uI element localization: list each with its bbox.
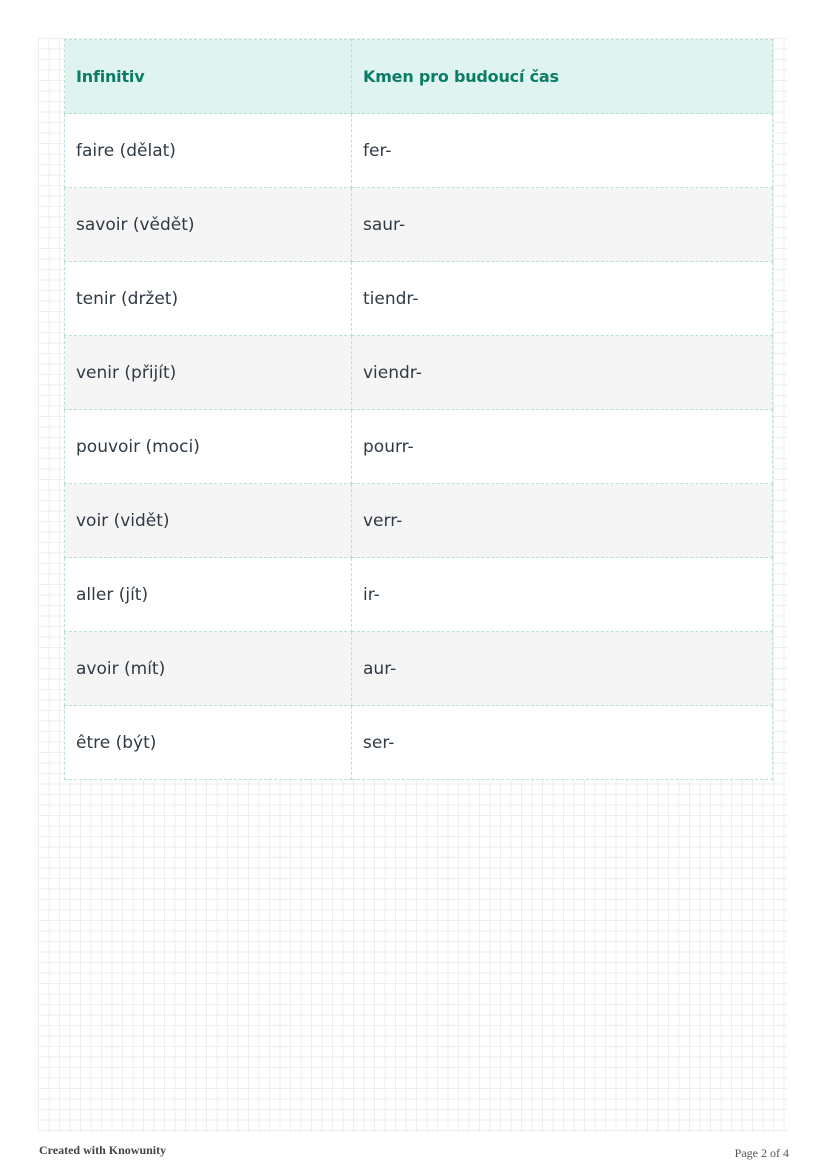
table-row	[65, 188, 773, 262]
stem-cell: fer-	[352, 114, 773, 188]
table-row	[65, 114, 773, 188]
footer-credit: Created with Knowunity	[39, 1143, 167, 1157]
stem-cell: tiendr-	[352, 262, 773, 336]
stem-cell: aur-	[352, 632, 773, 706]
table-row	[65, 632, 773, 706]
table-row	[65, 484, 773, 558]
stem-cell: saur-	[352, 188, 773, 262]
table-row	[65, 706, 773, 780]
page-number: Page 2 of 4	[734, 1146, 789, 1160]
infinitive-cell: avoir (mít)	[65, 632, 352, 706]
stem-cell: ir-	[352, 558, 773, 632]
header-infinitive: Infinitiv	[65, 40, 352, 114]
stem-cell: viendr-	[352, 336, 773, 410]
infinitive-cell: faire (dělat)	[65, 114, 352, 188]
stem-cell: pourr-	[352, 410, 773, 484]
table-row	[65, 558, 773, 632]
table-row	[65, 410, 773, 484]
infinitive-cell: tenir (držet)	[65, 262, 352, 336]
infinitive-cell: pouvoir (moci)	[65, 410, 352, 484]
stem-cell: verr-	[352, 484, 773, 558]
table-header-row	[65, 40, 773, 114]
header-future-stem: Kmen pro budoucí čas	[352, 40, 773, 114]
table-row	[65, 336, 773, 410]
infinitive-cell: savoir (vědět)	[65, 188, 352, 262]
infinitive-cell: voir (vidět)	[65, 484, 352, 558]
infinitive-cell: aller (jít)	[65, 558, 352, 632]
infinitive-cell: venir (přijít)	[65, 336, 352, 410]
future-stem-table	[64, 39, 773, 780]
table-row	[65, 262, 773, 336]
infinitive-cell: être (být)	[65, 706, 352, 780]
stem-cell: ser-	[352, 706, 773, 780]
